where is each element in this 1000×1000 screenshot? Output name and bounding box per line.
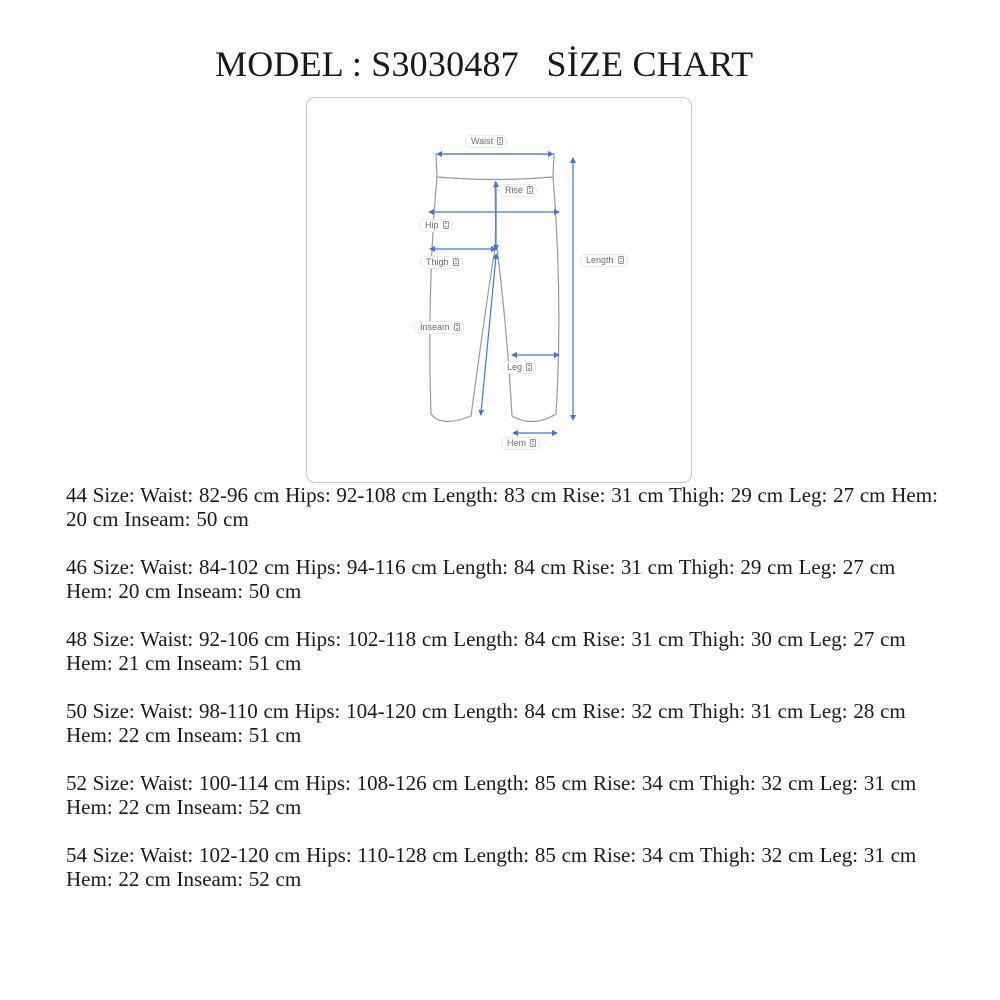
size-list (66, 483, 946, 915)
pants-diagram (306, 97, 692, 483)
spinner-icon (530, 439, 536, 447)
spinner-icon (443, 221, 449, 229)
pants-outline (430, 154, 559, 422)
size-row-44: 44 Size: Waist: 82-96 cm Hips: 92-108 cm Length: 83 cm Rise: 31 cm Thigh: 29 cm Leg: 27 cm Hem: 20 cm Inseam: 50 cm (66, 483, 938, 531)
size-row-52: 52 Size: Waist: 100-114 cm Hips: 108-126 cm Length: 85 cm Rise: 34 cm Thigh: 32 cm Leg: 31 cm Hem: 22 cm Inseam: 52 cm (66, 771, 917, 819)
rise-label: Rise (499, 184, 537, 197)
size-row-50: 50 Size: Waist: 98-110 cm Hips: 104-120 cm Length: 84 cm Rise: 32 cm Thigh: 31 cm Leg: 28 cm Hem: 22 cm Inseam: 51 cm (66, 699, 906, 747)
inseam-label: Inseam (414, 321, 464, 334)
size-row-48: 48 Size: Waist: 92-106 cm Hips: 102-118 cm Length: 84 cm Rise: 31 cm Thigh: 30 cm Leg: 27 cm Hem: 21 cm Inseam: 51 cm (66, 627, 906, 675)
spinner-icon (618, 256, 624, 264)
spinner-icon (526, 363, 532, 371)
spinner-icon (497, 137, 503, 145)
length-label: Length (580, 254, 628, 267)
hem-label: Hem (501, 437, 540, 450)
pants-outline-illustration (307, 98, 693, 484)
size-row-54: 54 Size: Waist: 102-120 cm Hips: 110-128 cm Length: 85 cm Rise: 34 cm Thigh: 32 cm Leg: 31 cm Hem: 22 cm Inseam: 52 cm (66, 843, 917, 891)
spinner-icon (527, 186, 533, 194)
hip-label: Hip (419, 219, 453, 232)
page-title: MODEL : S3030487 SİZE CHART (215, 44, 754, 84)
spinner-icon (453, 258, 459, 266)
size-row-46: 46 Size: Waist: 84-102 cm Hips: 94-116 cm Length: 84 cm Rise: 31 cm Thigh: 29 cm Leg: 27 cm Hem: 20 cm Inseam: 50 cm (66, 555, 896, 603)
spinner-icon (454, 323, 460, 331)
leg-label: Leg (501, 361, 536, 374)
waist-label: Waist (465, 135, 507, 148)
thigh-label: Thigh (420, 256, 463, 269)
